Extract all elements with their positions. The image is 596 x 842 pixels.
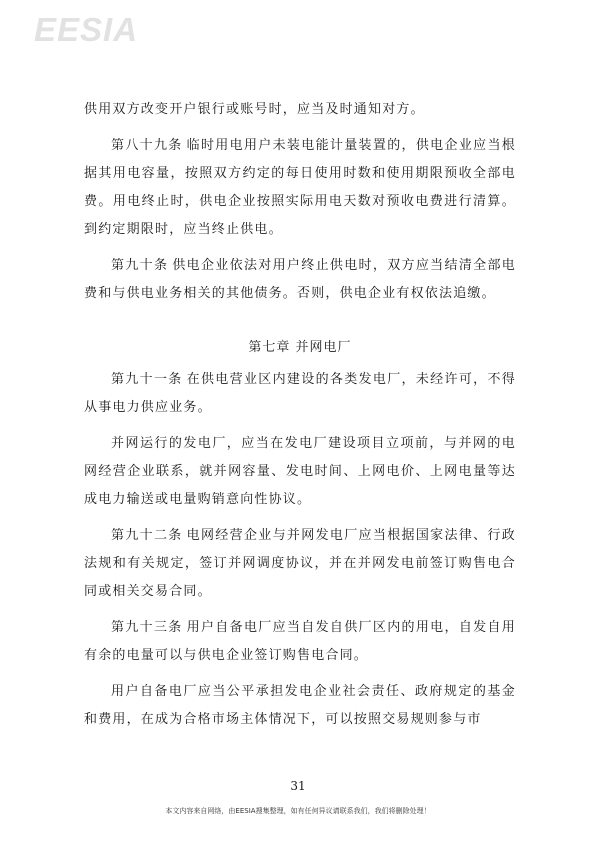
article-number: 第九十一条 <box>111 372 183 387</box>
article-number: 第八十九条 <box>111 138 183 153</box>
page-number: 31 <box>290 779 306 793</box>
document-body <box>84 96 516 742</box>
paragraph <box>84 96 516 124</box>
paragraph <box>84 678 516 734</box>
paragraph-text: 电网经营企业与并网发电厂应当根据国家法律、行政法规和有关规定，签订并网调度协议，并在并网发电前签订购售电合同或相关交易合同。 <box>84 528 516 599</box>
paragraph-text: 临时用电用户未装电能计量装置的，供电企业应当根据其用电容量，按照双方约定的每日使用时数和使用期限预收全部电费。用电终止时，供电企业按照实际用电天数对预收电费进行清算。到约定期限时，应当终止供电。 <box>84 138 516 237</box>
paragraph-text: 供电企业依法对用户终止供电时，双方应当结清全部电费和与供电业务相关的其他债务。否则，供电企业有权依法追缴。 <box>84 258 516 301</box>
paragraph <box>84 252 516 308</box>
eesia-logo: EESIA <box>34 11 139 48</box>
paragraph <box>84 522 516 606</box>
article-number: 第九十三条 <box>111 620 183 635</box>
chapter-title: 第七章 并网电厂 <box>248 340 352 355</box>
paragraph-text: 用户自备电厂应当公平承担发电企业社会责任、政府规定的基金和费用，在成为合格市场主体情况下，可以按照交易规则参与市 <box>84 684 516 727</box>
paragraph <box>84 430 516 514</box>
paragraph-text: 并网运行的发电厂，应当在发电厂建设项目立项前，与并网的电网经营企业联系，就并网容量、发电时间、上网电价、上网电量等达成电力输送或电量购销意向性协议。 <box>84 436 516 507</box>
paragraph-text: 供用双方改变开户银行或账号时，应当及时通知对方。 <box>84 102 425 117</box>
paragraph-text: 用户自备电厂应当自发自供厂区内的用电，自发自用有余的电量可以与供电企业签订购售电合同。 <box>84 620 516 663</box>
article-number: 第九十二条 <box>111 528 183 543</box>
paragraph <box>84 614 516 670</box>
paragraph <box>84 132 516 244</box>
paragraph-text: 在供电营业区内建设的各类发电厂，未经许可，不得从事电力供应业务。 <box>84 372 516 415</box>
footer-disclaimer: 本文内容来自网络，由EESIA搜集整理，如有任何异议请联系我们，我们将删除处理！ <box>165 807 431 815</box>
article-number: 第九十条 <box>111 258 169 273</box>
paragraph <box>84 366 516 422</box>
